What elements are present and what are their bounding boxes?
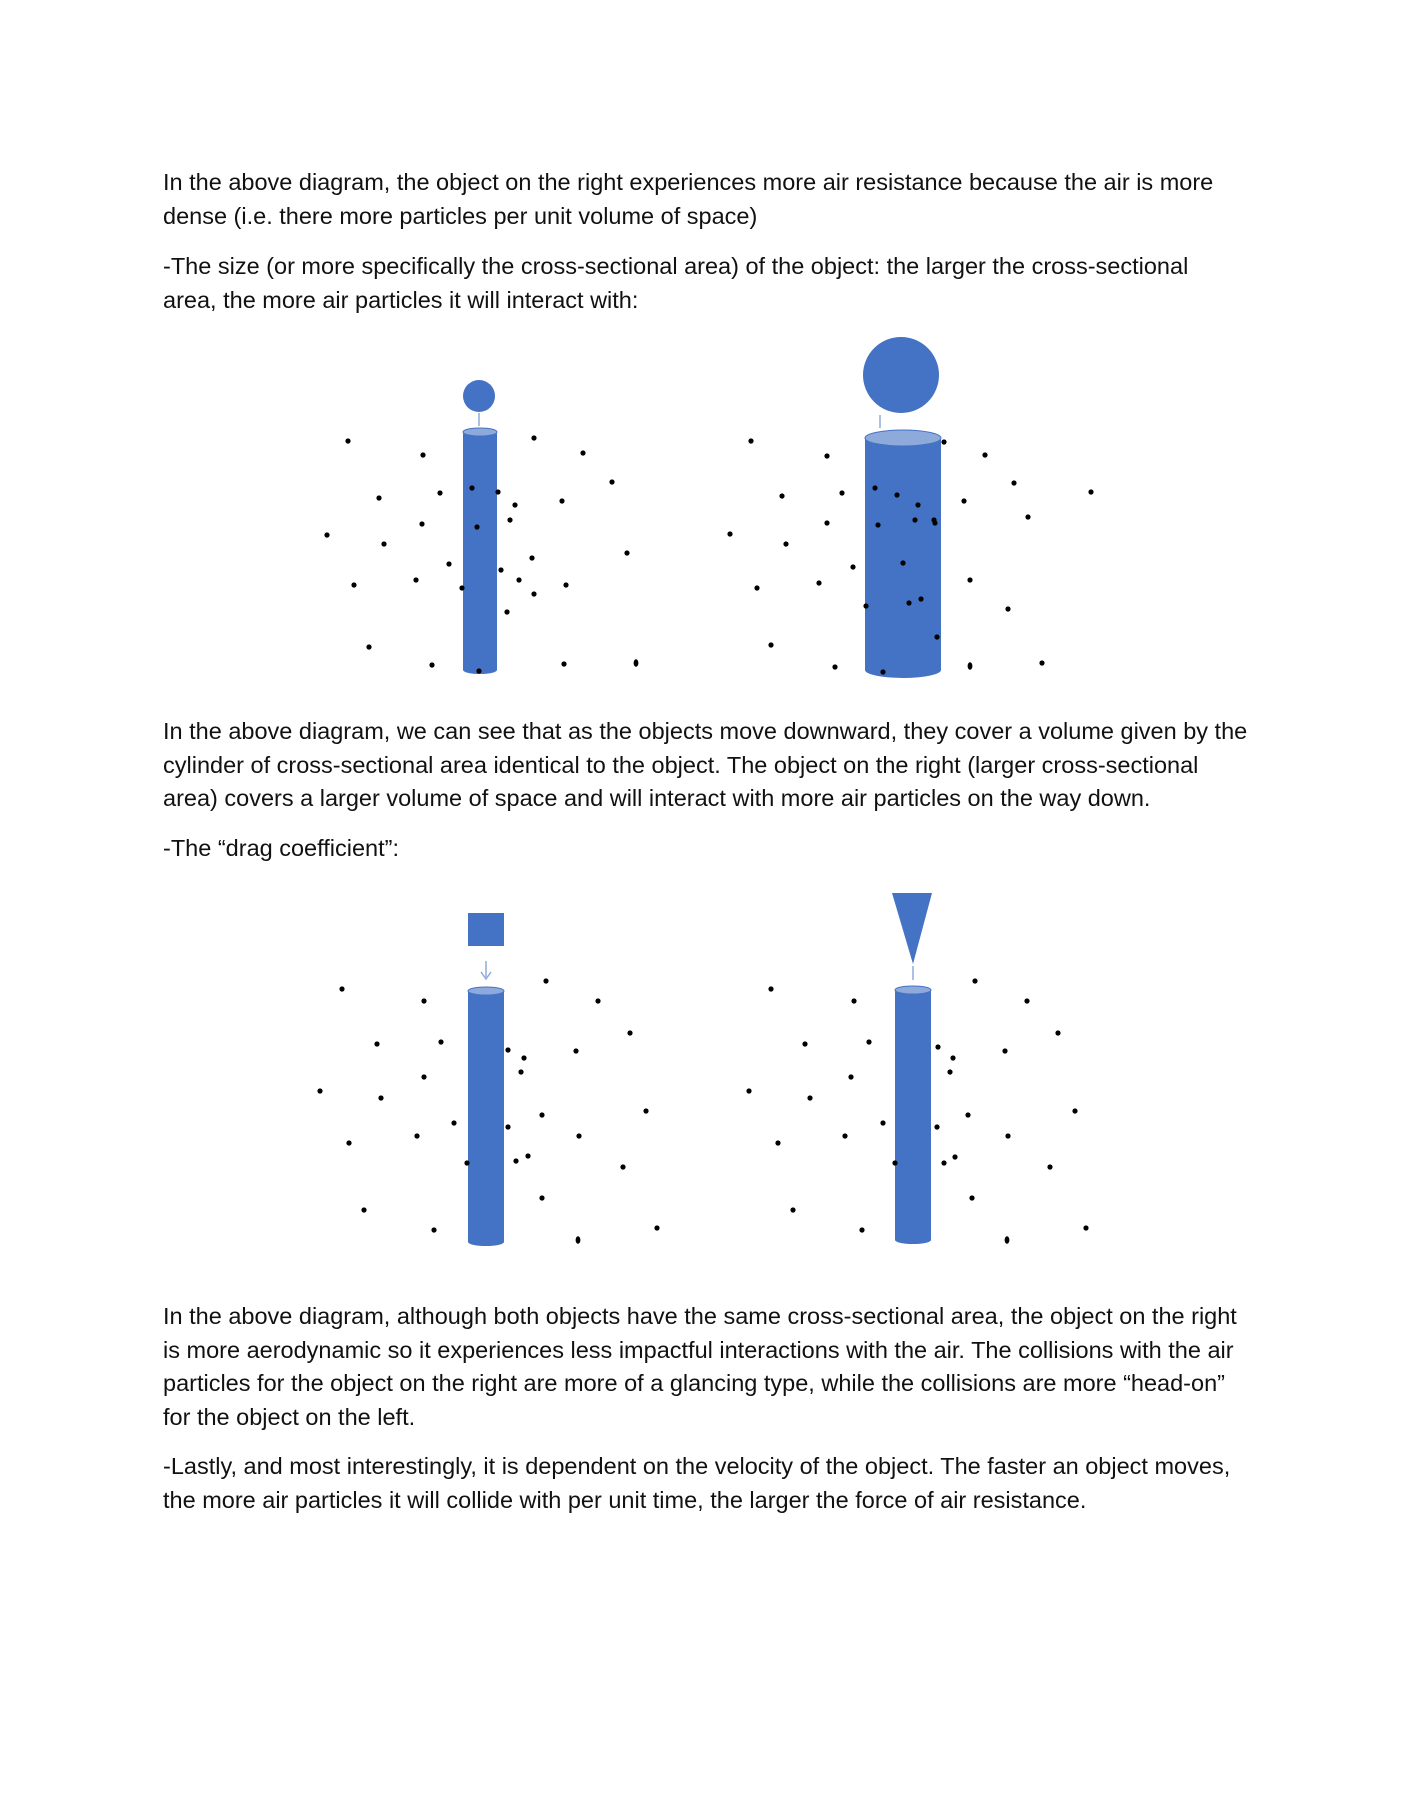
small-circle-object xyxy=(463,380,495,412)
square-volume-cylinder xyxy=(468,991,504,1242)
cylinder-bottom xyxy=(468,1238,504,1246)
cylinder-bottom xyxy=(895,1236,931,1244)
large-circle-object xyxy=(863,337,939,413)
cross-section-diagram xyxy=(0,320,1408,690)
square-object xyxy=(468,913,504,946)
cylinder-top xyxy=(865,430,941,446)
triangle-object xyxy=(892,893,932,964)
paragraph-drag-coefficient-intro: -The “drag coefficient”: xyxy=(163,835,399,861)
paragraph-cylinder-volume: In the above diagram, we can see that as the objects move downward, they cover a volume given by the cylinder of cross-sectional area identical to the object. The object on the right (larger cross-sectional area) covers a larger volume of space and will interact with more air particles on the way down. xyxy=(163,718,1248,811)
small-volume-cylinder xyxy=(463,432,497,670)
cylinder-top xyxy=(463,428,497,436)
air-particles xyxy=(317,978,1088,1243)
cylinder-top xyxy=(895,986,931,994)
paragraph-density-explanation: In the above diagram, the object on the right experiences more air resistance because the air is more dense (i.e. there more particles per unit volume of space) xyxy=(163,169,1214,229)
drag-coefficient-diagram xyxy=(0,880,1408,1260)
air-particles xyxy=(324,435,1093,674)
paragraph-velocity-dependence: -Lastly, and most interestingly, it is dependent on the velocity of the object. The faster an object moves, the more air particles it will collide with per unit time, the larger the force of air resistance. xyxy=(163,1453,1231,1513)
paragraph-cross-section-intro: -The size (or more specifically the cross-sectional area) of the object: the larger the cross-sectional area, the more air particles it will interact with: xyxy=(163,253,1189,313)
large-volume-cylinder xyxy=(865,438,941,670)
triangle-volume-cylinder xyxy=(895,990,931,1240)
cylinder-top xyxy=(468,987,504,995)
cylinder-bottom xyxy=(865,662,941,678)
paragraph-aerodynamic-explanation: In the above diagram, although both objects have the same cross-sectional area, the object on the right is more aerodynamic so it experiences less impactful interactions with the air. The collisions with the air particles for the object on the right are more of a glancing type, while the collisions are more “head-on” for the object on the left. xyxy=(163,1303,1237,1430)
